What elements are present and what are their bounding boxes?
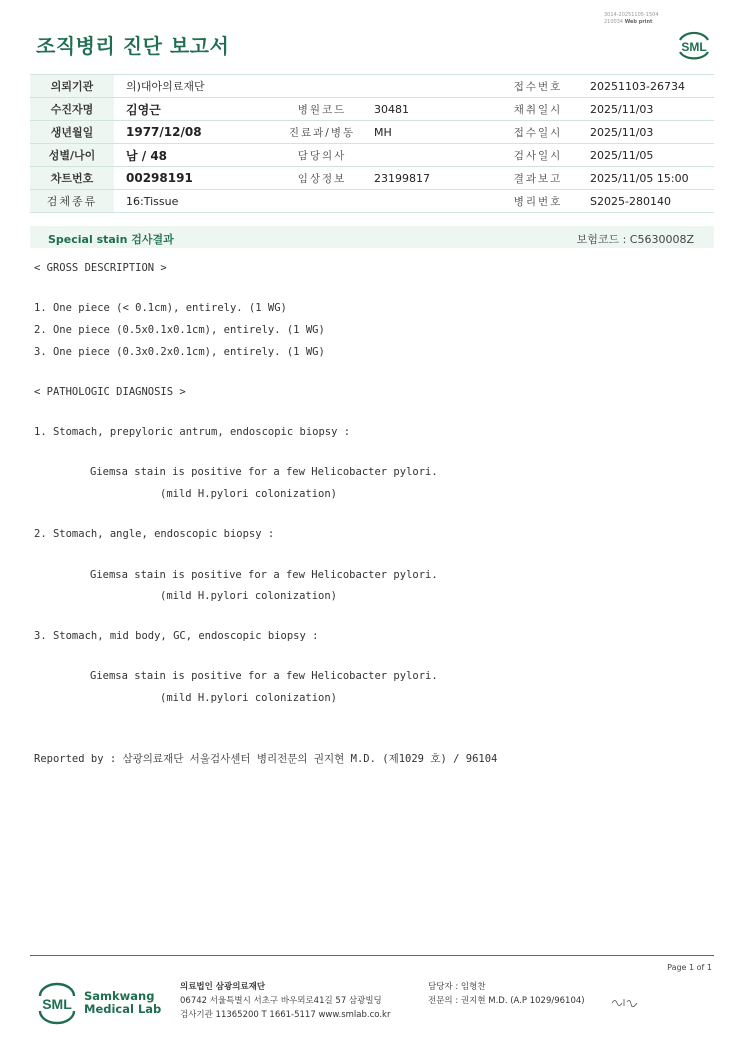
info-v2-3	[362, 144, 498, 167]
staff-label: 담당자 :	[428, 982, 459, 992]
diagnosis-finding-1: Giemsa stain is positive for a few Helicobacter pylori.	[90, 466, 438, 478]
svg-text:SML: SML	[42, 996, 72, 1012]
org-name: 의료법인 삼광의료재단	[180, 982, 266, 992]
info-l3-0: 접수번호	[498, 75, 578, 98]
info-v3-4: 2025/11/05 15:00	[578, 167, 714, 190]
info-l1-4: 차트번호	[30, 167, 114, 190]
info-row	[30, 167, 714, 190]
brand-name	[84, 990, 161, 1016]
gross-header: < GROSS DESCRIPTION >	[34, 262, 167, 274]
info-l2-2: 진료과/병동	[282, 121, 362, 144]
info-l1-5: 검체종류	[30, 190, 114, 213]
sml-logo-icon	[674, 28, 714, 62]
org-contact: 검사기관 11365200 T 1661-5117 www.smlab.co.kr	[180, 1010, 391, 1020]
page-number: Page 1 of 1	[667, 963, 712, 972]
patient-info-table	[30, 74, 714, 213]
footer-staff	[428, 980, 585, 1008]
info-l2-4: 임상정보	[282, 167, 362, 190]
info-l2-3: 담당의사	[282, 144, 362, 167]
info-v1-2: 1977/12/08	[114, 121, 282, 144]
section-band	[30, 226, 714, 248]
info-row	[30, 98, 714, 121]
signature-icon	[610, 994, 640, 1010]
diagnosis-site-1: 1. Stomach, prepyloric antrum, endoscopic biopsy :	[34, 426, 351, 438]
diagnosis-site-3: 3. Stomach, mid body, GC, endoscopic biopsy :	[34, 630, 319, 642]
info-v1-4: 00298191	[114, 167, 282, 190]
brand-line-1: Samkwang	[84, 989, 155, 1003]
info-l3-5: 병리번호	[498, 190, 578, 213]
web-print-code: 3014-20251105-1504	[604, 12, 659, 18]
info-row	[30, 190, 714, 213]
sml-footer-logo-icon	[36, 980, 78, 1026]
gross-item-3: 3. One piece (0.3x0.2x0.1cm), entirely. (1 WG)	[34, 346, 325, 358]
staff-name: 임형찬	[460, 982, 486, 992]
diagnosis-note-1: (mild H.pylori colonization)	[160, 488, 338, 500]
info-v3-0: 20251103-26734	[578, 75, 714, 98]
info-v1-1: 김영근	[114, 98, 282, 121]
specialist-label: 전문의 :	[428, 996, 459, 1006]
info-l2-1: 병원코드	[282, 98, 362, 121]
info-v1-0: 의)대아의료재단	[114, 75, 498, 98]
info-l3-2: 접수일시	[498, 121, 578, 144]
insurance-code: 보험코드 : C5630008Z	[576, 233, 694, 246]
info-l1-2: 생년월일	[30, 121, 114, 144]
specialist-name: 권지현 M.D. (A.P 1029/96104)	[460, 996, 585, 1006]
gross-item-2: 2. One piece (0.5x0.1x0.1cm), entirely. (1 WG)	[34, 324, 325, 336]
diagnosis-finding-2: Giemsa stain is positive for a few Helicobacter pylori.	[90, 569, 438, 581]
info-l1-3: 성별/나이	[30, 144, 114, 167]
info-l1-0: 의뢰기관	[30, 75, 114, 98]
diagnosis-site-2: 2. Stomach, angle, endoscopic biopsy :	[34, 528, 275, 540]
info-row	[30, 144, 714, 167]
web-print-code2: 210034	[604, 19, 624, 25]
info-l1-1: 수진자명	[30, 98, 114, 121]
svg-text:SML: SML	[681, 40, 707, 54]
info-v2-1: 30481	[362, 98, 498, 121]
info-v2-2: MH	[362, 121, 498, 144]
gross-item-1: 1. One piece (< 0.1cm), entirely. (1 WG)	[34, 302, 287, 314]
footer-org-info	[180, 980, 390, 1022]
info-v1-5: 16:Tissue	[114, 190, 498, 213]
info-row	[30, 121, 714, 144]
footer-divider	[30, 955, 714, 956]
info-v3-1: 2025/11/03	[578, 98, 714, 121]
diagnosis-header: < PATHOLOGIC DIAGNOSIS >	[34, 386, 186, 398]
info-v3-5: S2025-280140	[578, 190, 714, 213]
diagnosis-finding-3: Giemsa stain is positive for a few Helicobacter pylori.	[90, 670, 438, 682]
web-print-stamp	[604, 12, 659, 26]
diagnosis-note-3: (mild H.pylori colonization)	[160, 692, 338, 704]
reported-by: Reported by : 삼광의료재단 서울검사센터 병리전문의 권지현 M.D. (제1029 호) / 96104	[34, 753, 498, 765]
info-v1-3: 남 / 48	[114, 144, 282, 167]
info-l3-3: 검사일시	[498, 144, 578, 167]
section-title: Special stain 검사결과	[48, 233, 174, 246]
org-address: 06742 서울특별시 서초구 바우뫼로41길 57 삼광빌딩	[180, 996, 382, 1006]
info-row	[30, 75, 714, 98]
info-v3-3: 2025/11/05	[578, 144, 714, 167]
diagnosis-note-2: (mild H.pylori colonization)	[160, 590, 338, 602]
info-v2-4: 23199817	[362, 167, 498, 190]
info-v3-2: 2025/11/03	[578, 121, 714, 144]
info-l3-1: 채취일시	[498, 98, 578, 121]
info-l3-4: 결과보고	[498, 167, 578, 190]
web-print-tag: Web print	[624, 19, 653, 25]
page-title: 조직병리 진단 보고서	[36, 34, 230, 58]
brand-line-2: Medical Lab	[84, 1002, 162, 1016]
